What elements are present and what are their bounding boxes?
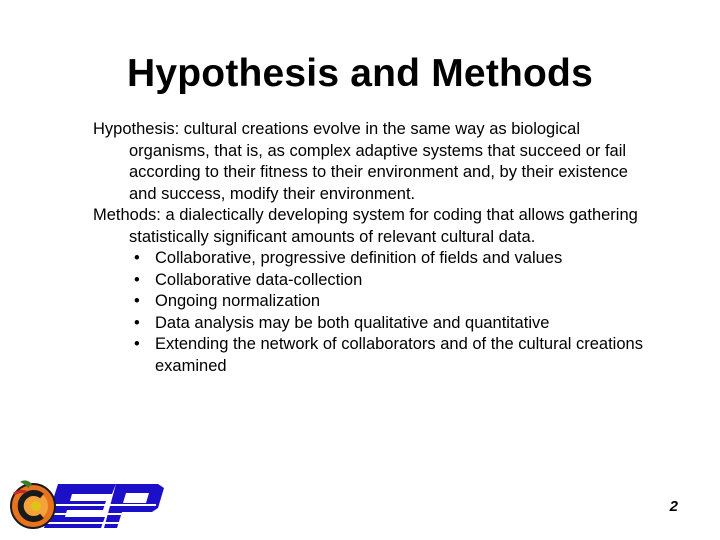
bullet-text: Collaborative, progressive definition of fields and values [155, 249, 563, 267]
bullet-icon: • [134, 292, 140, 310]
list-item [129, 313, 653, 335]
methods-paragraph [93, 205, 653, 248]
slide-title: Hypothesis and Methods [127, 52, 593, 95]
methods-bullet-list [93, 248, 653, 377]
cep-logo-icon [6, 474, 164, 536]
hypothesis-paragraph [93, 119, 653, 205]
hypothesis-label: Hypothesis [93, 120, 175, 138]
methods-label: Methods [93, 206, 157, 224]
bullet-icon: • [134, 249, 140, 267]
bullet-text: Extending the network of collaborators and of the cultural creations examined [155, 335, 643, 375]
list-item [129, 334, 653, 377]
list-item [129, 291, 653, 313]
bullet-icon: • [134, 335, 140, 353]
bullet-text: Data analysis may be both qualitative and quantitative [155, 313, 550, 332]
methods-text: : a dialectically developing system for coding that allows gathering statistically significant amounts of relevant cultural data. [129, 206, 638, 246]
hypothesis-text: : cultural creations evolve in the same way as biological organisms, that is, as complex adaptive systems that succeed or fail according to their fitness to their environment and, by their existence and success, modify their environment. [129, 120, 628, 203]
bullet-text: Collaborative data-collection [155, 270, 363, 289]
bullet-icon: • [134, 313, 140, 332]
page-number: 2 [669, 498, 678, 515]
bullet-text: Ongoing normalization [155, 292, 321, 310]
bullet-icon: • [134, 270, 140, 289]
slide-body [93, 119, 653, 377]
list-item [129, 248, 653, 270]
logo-emblem [11, 480, 55, 528]
list-item [129, 270, 653, 292]
